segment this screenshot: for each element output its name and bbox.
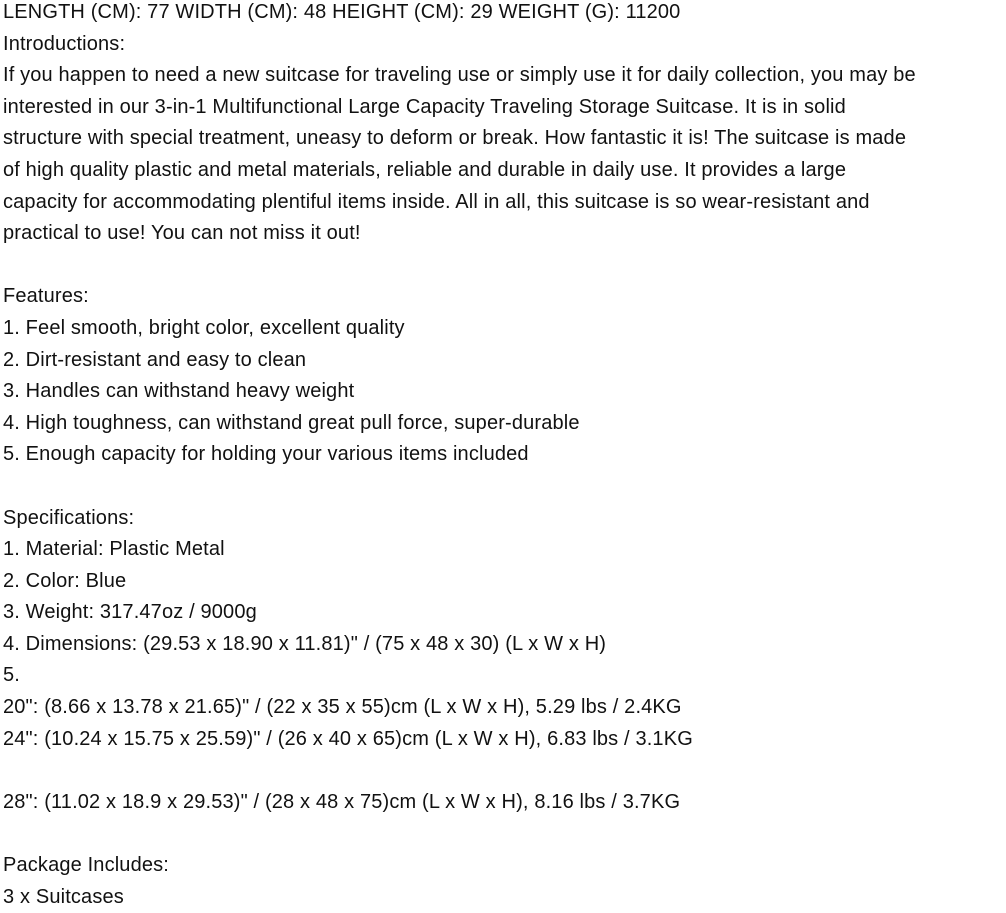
spacer — [3, 818, 1006, 850]
size-item: 20": (8.66 x 13.78 x 21.65)" / (22 x 35 x 55)cm (L x W x H), 5.29 lbs / 2.4KG — [3, 696, 682, 719]
feature-item: 5. Enough capacity for holding your various items included — [3, 443, 529, 466]
intro-line-2: interested in our 3-in-1 Multifunctional Large Capacity Traveling Storage Suitcase. It is in solid — [3, 95, 846, 118]
spacer — [3, 250, 1006, 282]
feature-item: 2. Dirt-resistant and easy to clean — [3, 348, 307, 371]
package-heading: Package Includes: — [3, 854, 169, 877]
package-item: 3 x Suitcases — [3, 885, 124, 908]
spec-item: 1. Material: Plastic Metal — [3, 538, 225, 561]
specifications-heading: Specifications: — [3, 506, 135, 529]
introductions-heading: Introductions: — [3, 32, 126, 55]
feature-item: 4. High toughness, can withstand great pull force, super-durable — [3, 411, 580, 434]
intro-line-3: structure with special treatment, uneasy to deform or break. How fantastic it is! The suitcase is made — [3, 127, 907, 150]
spec-item: 5. — [3, 664, 20, 687]
size-item: 28": (11.02 x 18.9 x 29.53)" / (28 x 48 x 75)cm (L x W x H), 8.16 lbs / 3.7KG — [3, 790, 681, 813]
product-description — [3, 0, 1006, 913]
feature-item: 1. Feel smooth, bright color, excellent quality — [3, 316, 405, 339]
spacer — [3, 755, 1006, 787]
dimensions-line: LENGTH (CM): 77 WIDTH (CM): 48 HEIGHT (CM): 29 WEIGHT (G): 11200 — [3, 1, 681, 23]
intro-line-1: If you happen to need a new suitcase for traveling use or simply use it for daily collection, you may be — [3, 64, 916, 87]
intro-line-5: capacity for accommodating plentiful items inside. All in all, this suitcase is so wear-resistant and — [3, 190, 870, 213]
spacer — [3, 471, 1006, 503]
feature-item: 3. Handles can withstand heavy weight — [3, 380, 355, 403]
spec-item: 4. Dimensions: (29.53 x 18.90 x 11.81)" / (75 x 48 x 30) (L x W x H) — [3, 632, 607, 655]
spec-item: 3. Weight: 317.47oz / 9000g — [3, 601, 257, 624]
intro-line-6: practical to use! You can not miss it out! — [3, 222, 361, 245]
features-heading: Features: — [3, 285, 89, 308]
size-item: 24": (10.24 x 15.75 x 25.59)" / (26 x 40 x 65)cm (L x W x H), 6.83 lbs / 3.1KG — [3, 727, 693, 750]
intro-line-4: of high quality plastic and metal materials, reliable and durable in daily use. It provides a large — [3, 158, 847, 181]
spec-item: 2. Color: Blue — [3, 569, 127, 592]
